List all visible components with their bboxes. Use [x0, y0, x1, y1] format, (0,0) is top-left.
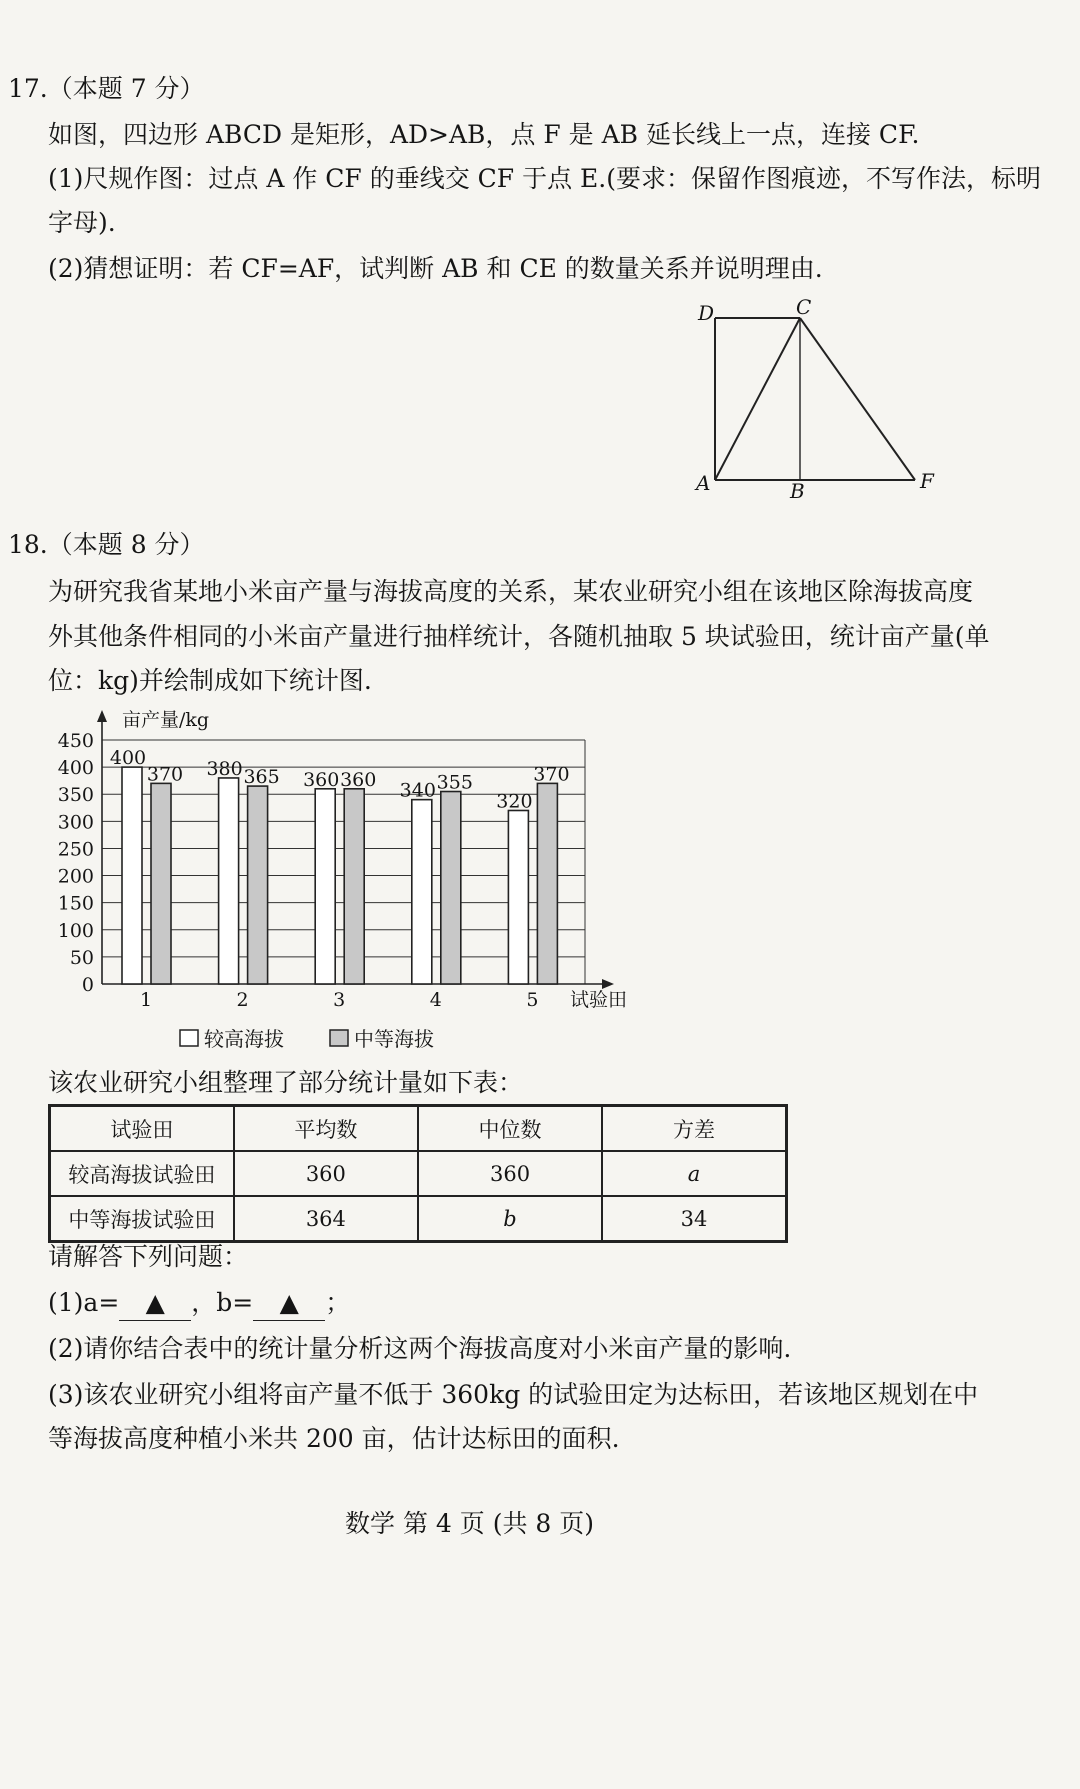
- label-A: A: [696, 471, 711, 495]
- bar: [441, 792, 461, 984]
- y-tick-label: 200: [57, 865, 94, 888]
- bar: [248, 786, 268, 984]
- label-D: D: [698, 301, 715, 325]
- y-tick-label: 300: [57, 811, 94, 834]
- legend-label-mid: 中等海拔: [354, 1027, 434, 1051]
- bar-value-label: 340: [399, 779, 436, 802]
- segment-CF: [800, 318, 915, 480]
- table-intro: 该农业研究小组整理了部分统计量如下表：: [48, 1068, 524, 1097]
- y-tick-label: 350: [57, 784, 94, 807]
- bar: [508, 810, 528, 984]
- answer-blank-b: ▲: [253, 1286, 325, 1321]
- bar-value-label: 355: [436, 771, 473, 794]
- bar-value-label: 400: [109, 747, 147, 770]
- part1-prefix: (1)a=: [48, 1288, 120, 1317]
- table-cell: 34: [602, 1196, 786, 1242]
- x-tick-label: 2: [236, 989, 249, 1011]
- segment-AC: [715, 318, 800, 480]
- rectangle-figure: [690, 296, 950, 506]
- q18-prompt: 请解答下列问题：: [48, 1242, 249, 1271]
- q18-header: 18.（本题 8 分）: [8, 530, 205, 559]
- table-header-row: [50, 1106, 787, 1152]
- y-axis-title: 亩产量/kg: [122, 709, 210, 731]
- stats-table: [48, 1104, 788, 1243]
- x-axis-title: 试验田: [570, 989, 628, 1011]
- q17-header: 17.（本题 7 分）: [8, 74, 205, 103]
- legend-swatch-high: [180, 1030, 198, 1046]
- legend-swatch-mid: [330, 1030, 348, 1046]
- x-tick-label: 5: [526, 989, 539, 1011]
- x-tick-label: 3: [333, 989, 346, 1011]
- q18-stem-line1: 为研究我省某地小米亩产量与海拔高度的关系，某农业研究小组在该地区除海拔高度: [48, 577, 974, 606]
- table-header-cell: 试验田: [50, 1106, 234, 1152]
- q17-part2: (2)猜想证明：若 CF=AF，试判断 AB 和 CE 的数量关系并说明理由.: [48, 254, 823, 283]
- x-tick-label: 4: [429, 989, 442, 1011]
- table-cell: 360: [418, 1151, 602, 1196]
- bar-value-label: 380: [206, 757, 243, 780]
- y-tick-label: 400: [57, 757, 94, 780]
- bar: [315, 789, 335, 984]
- bar-value-label: 360: [303, 768, 340, 791]
- y-tick-label: 100: [57, 919, 94, 942]
- bar: [344, 789, 364, 984]
- table-cell: a: [602, 1151, 786, 1196]
- table-header-cell: 中位数: [418, 1106, 602, 1152]
- table-row: [50, 1196, 787, 1242]
- q17-part1-line2: 字母).: [48, 208, 116, 237]
- q17-part1-line1: (1)尺规作图：过点 A 作 CF 的垂线交 CF 于点 E.(要求：保留作图痕迹，不写作法，标明: [48, 164, 1041, 193]
- q18-stem-line2: 外其他条件相同的小米亩产量进行抽样统计，各随机抽取 5 块试验田，统计亩产量(单: [48, 622, 990, 651]
- q18-part3-line2: 等海拔高度种植小米共 200 亩，估计达标田的面积.: [48, 1424, 620, 1453]
- q17-stem: 如图，四边形 ABCD 是矩形，AD>AB，点 F 是 AB 延长线上一点，连接 CF.: [48, 120, 920, 149]
- table-header-cell: 平均数: [234, 1106, 418, 1152]
- y-tick-label: 450: [57, 730, 94, 752]
- answer-blank-a: ▲: [119, 1286, 191, 1321]
- y-tick-label: 0: [81, 974, 94, 996]
- q18-stem-line3: 位：kg)并绘制成如下统计图.: [48, 666, 372, 695]
- bar: [537, 783, 557, 984]
- table-cell: 较高海拔试验田: [50, 1151, 234, 1196]
- bar: [412, 800, 432, 984]
- label-F: F: [920, 469, 934, 493]
- bar-value-label: 370: [533, 763, 570, 786]
- q18-part1: [48, 1286, 350, 1321]
- bar-value-label: 365: [243, 766, 280, 789]
- table-header-cell: 方差: [602, 1106, 786, 1152]
- part1-mid: ，b=: [191, 1288, 254, 1317]
- x-axis-arrow: [602, 979, 614, 989]
- table-cell: 中等海拔试验田: [50, 1196, 234, 1242]
- table-row: [50, 1151, 787, 1196]
- q18-part3-line1: (3)该农业研究小组将亩产量不低于 360kg 的试验田定为达标田，若该地区规划在中: [48, 1380, 979, 1409]
- table-cell: b: [418, 1196, 602, 1242]
- y-tick-label: 50: [69, 946, 94, 969]
- bar-value-label: 320: [496, 790, 533, 813]
- page-footer: 数学 第 4 页 (共 8 页): [345, 1509, 594, 1538]
- y-tick-label: 150: [57, 892, 94, 915]
- bar: [151, 783, 171, 984]
- bar-value-label: 370: [146, 763, 184, 786]
- chart-legend: [180, 1027, 434, 1051]
- label-B: B: [790, 479, 805, 503]
- table-cell: 364: [234, 1196, 418, 1242]
- bar: [122, 767, 142, 984]
- y-axis-arrow: [97, 710, 107, 722]
- legend-label-high: 较高海拔: [204, 1027, 284, 1051]
- x-tick-label: 1: [139, 989, 153, 1011]
- yield-bar-chart: [50, 700, 710, 1070]
- table-cell: 360: [234, 1151, 418, 1196]
- part1-suffix: ；: [325, 1288, 351, 1317]
- label-C: C: [796, 296, 812, 319]
- q18-part2: (2)请你结合表中的统计量分析这两个海拔高度对小米亩产量的影响.: [48, 1334, 792, 1363]
- bar: [219, 778, 239, 984]
- bar-value-label: 360: [340, 768, 377, 791]
- y-tick-label: 250: [57, 838, 94, 861]
